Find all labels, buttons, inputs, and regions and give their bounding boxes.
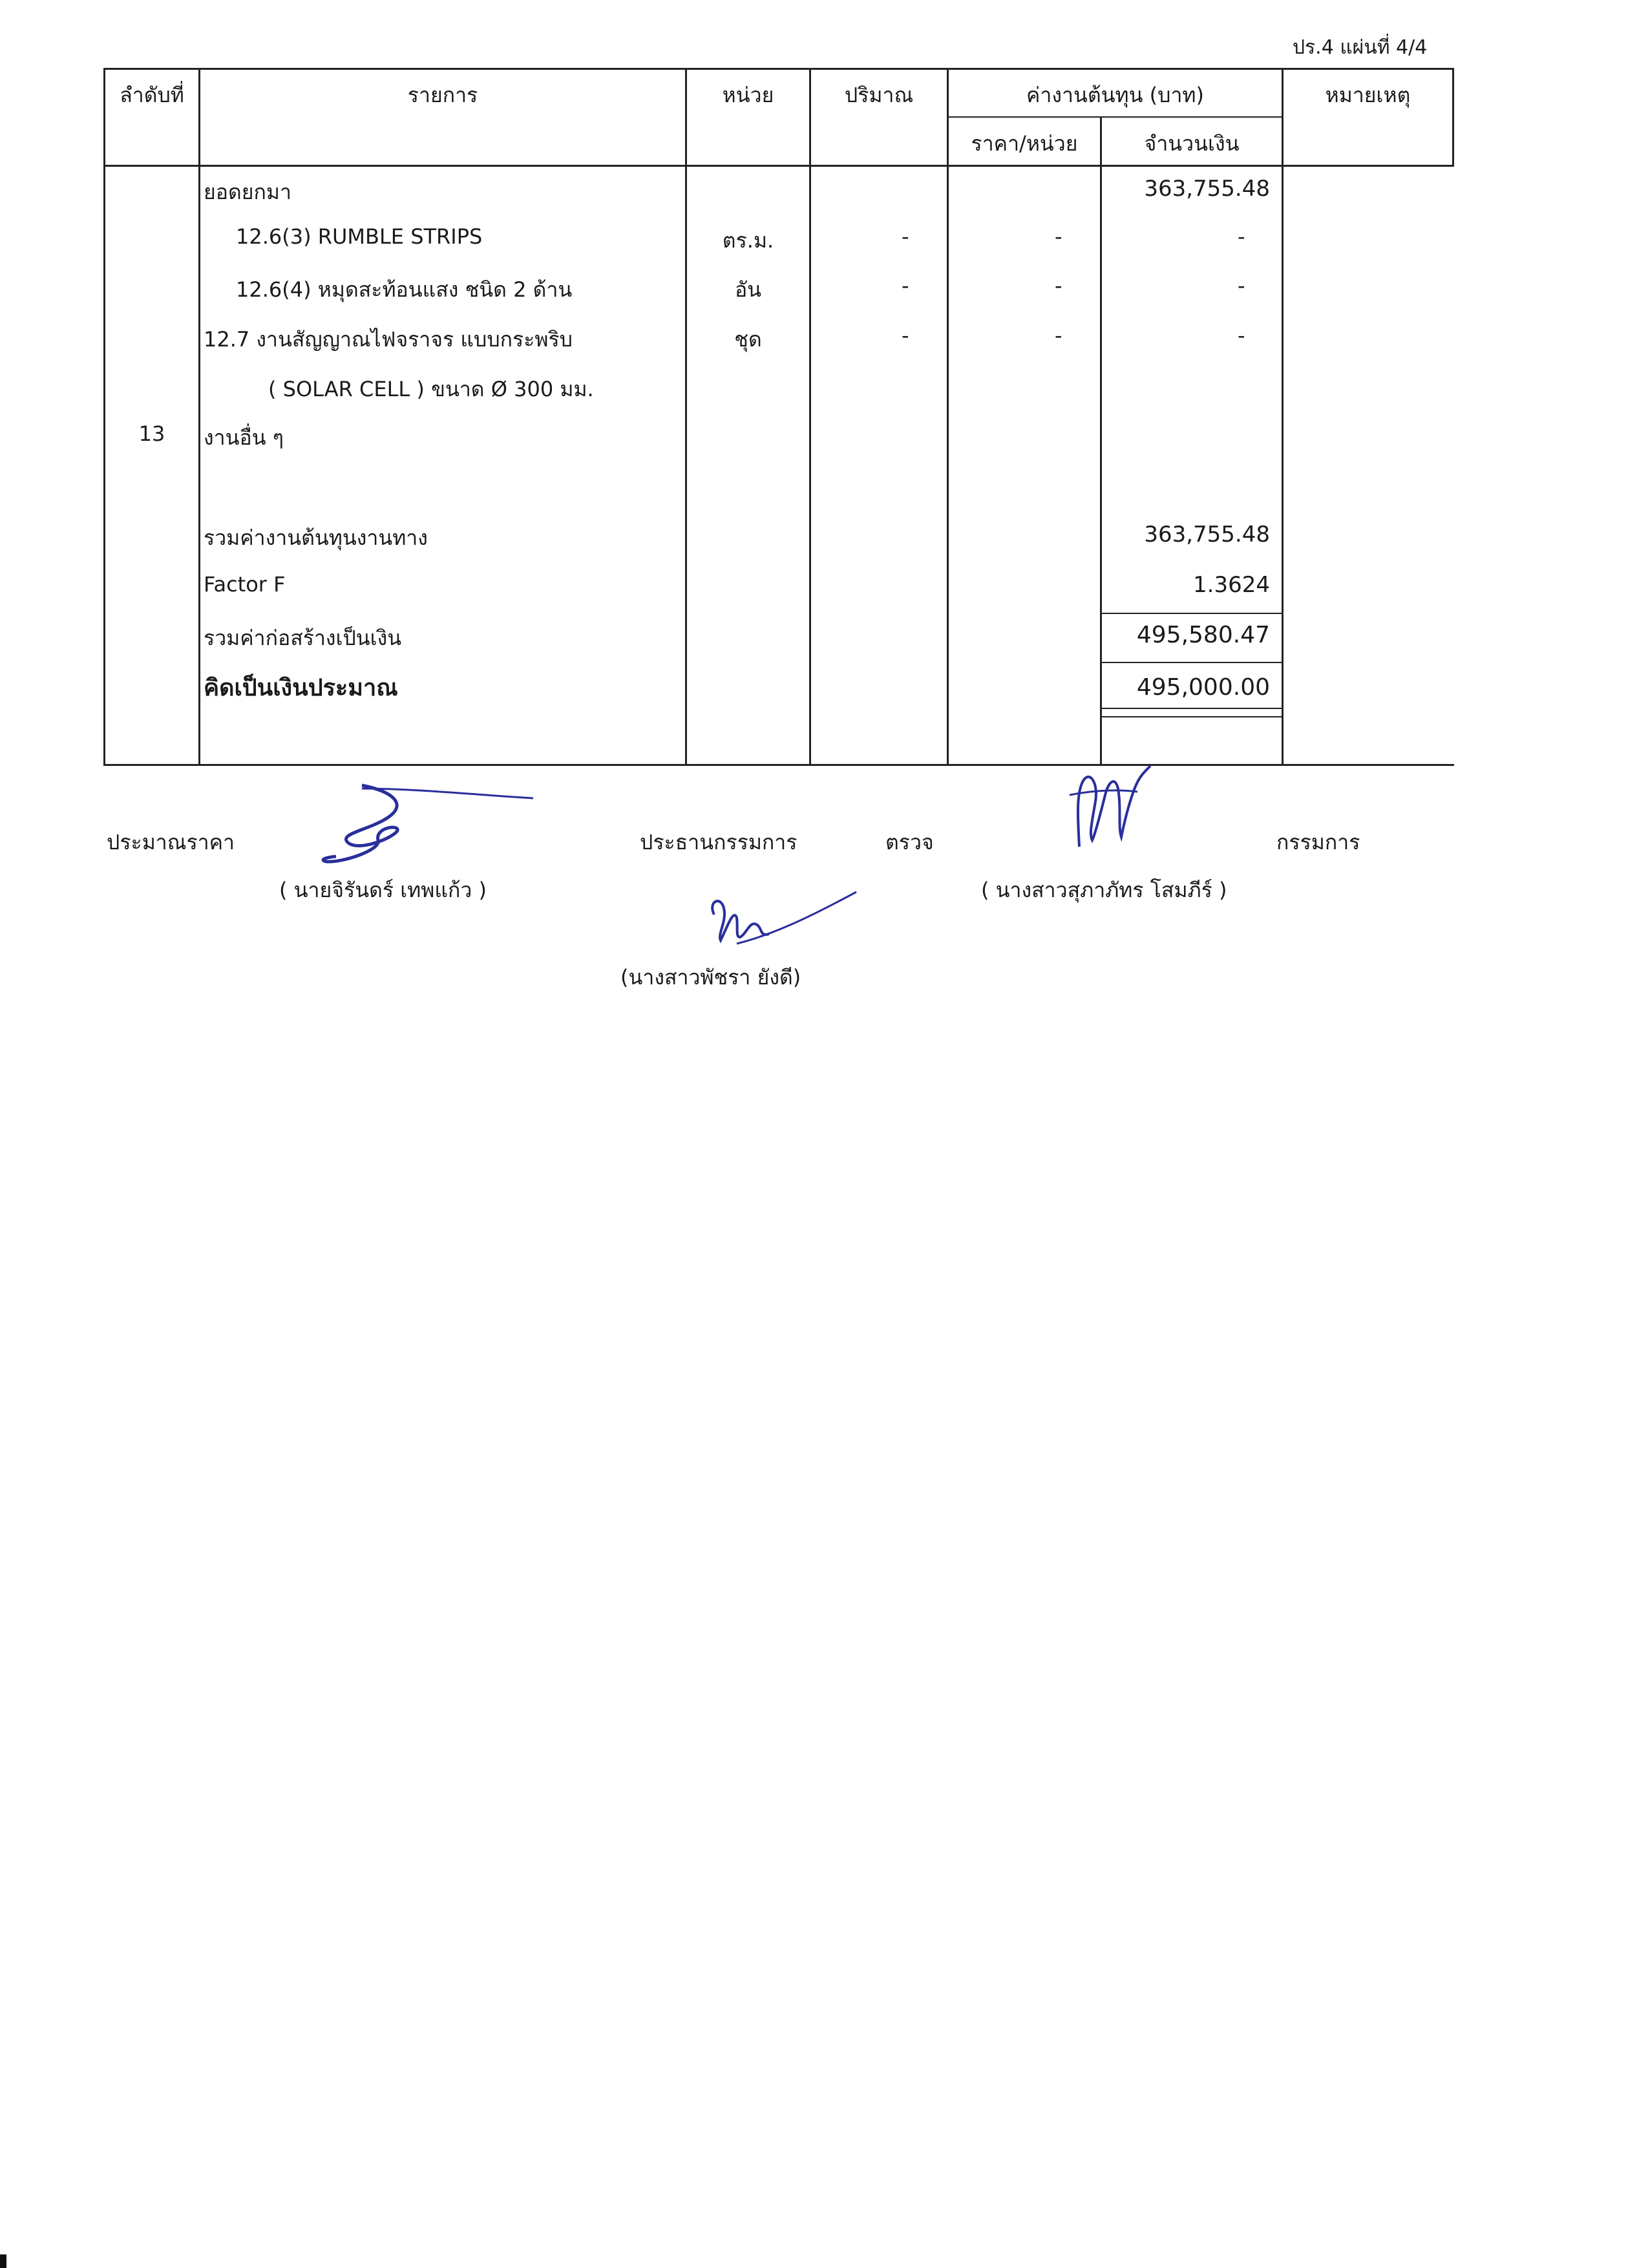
row-unit-price: - — [1055, 224, 1062, 249]
row-unit-price: - — [1055, 323, 1062, 348]
col-border — [947, 68, 949, 766]
estimator-role: ประมาณราคา — [107, 830, 235, 854]
row-amount: 363,755.48 — [1144, 176, 1270, 202]
chair-signature — [698, 882, 860, 953]
member-signature — [1060, 756, 1157, 853]
member-role: กรรมการ — [1276, 830, 1360, 854]
row-item: 12.6(4) หมุดสะท้อนแสง ชนิด 2 ด้าน — [236, 277, 573, 302]
table-bottom-border — [103, 764, 1454, 766]
row-seq: 13 — [138, 421, 165, 446]
total-amount: 1.3624 — [1193, 572, 1270, 598]
header-unit-price: ราคา/หน่วย — [971, 131, 1078, 156]
total-amount: 495,580.47 — [1136, 622, 1270, 648]
header-item: รายการ — [407, 83, 478, 107]
col-border — [1282, 68, 1284, 766]
chair-role: ประธานกรรมการ — [640, 830, 798, 854]
col-border — [809, 68, 811, 766]
header-qty: ปริมาณ — [844, 83, 914, 107]
total-double-line — [1100, 716, 1283, 717]
scan-edge-mark — [0, 2254, 6, 2268]
row-item: 12.7 งานสัญญาณไฟจราจร แบบกระพริบ — [204, 327, 573, 352]
header-cost-group: ค่างานต้นทุน (บาท) — [1026, 83, 1204, 107]
row-amount: - — [1238, 323, 1245, 348]
row-unit: ชุด — [734, 327, 762, 352]
total-amount: 363,755.48 — [1144, 522, 1270, 547]
estimator-name: ( นายจิรันดร์ เทพแก้ว ) — [279, 878, 487, 902]
row-item: 12.6(3) RUMBLE STRIPS — [236, 224, 483, 249]
total-amount: 495,000.00 — [1136, 674, 1270, 701]
row-item: ( SOLAR CELL ) ขนาด Ø 300 มม. — [268, 377, 594, 401]
total-label: รวมค่างานต้นทุนงานทาง — [204, 525, 428, 550]
header-unit: หน่วย — [722, 83, 774, 107]
chair-name: (นางสาวพัชรา ยังดี) — [620, 965, 801, 990]
row-qty: - — [902, 323, 909, 348]
row-unit-price: - — [1055, 273, 1062, 298]
col-border — [103, 68, 105, 766]
total-label: คิดเป็นเงินประมาณ — [204, 675, 398, 701]
total-box-line — [1100, 613, 1283, 614]
member-name: ( นางสาวสุภาภัทร โสมภีร์ ) — [981, 878, 1227, 902]
form-reference: ปร.4 แผ่นที่ 4/4 — [1293, 36, 1428, 59]
row-amount: - — [1238, 224, 1245, 249]
table-top-border — [103, 68, 1454, 70]
header-seq: ลำดับที่ — [120, 83, 184, 107]
row-qty: - — [902, 224, 909, 249]
col-border — [1452, 68, 1454, 165]
header-remark: หมายเหตุ — [1325, 83, 1411, 107]
row-unit: ตร.ม. — [722, 228, 774, 253]
cost-subheader-line — [947, 116, 1283, 118]
check-label: ตรวจ — [885, 830, 934, 854]
row-qty: - — [902, 273, 909, 298]
total-label: รวมค่าก่อสร้างเป็นเงิน — [204, 626, 402, 650]
row-unit: อัน — [734, 277, 762, 302]
estimator-signature — [317, 779, 536, 869]
header-bottom-border — [103, 165, 1454, 167]
row-item: งานอื่น ๆ — [204, 425, 284, 450]
total-double-line — [1100, 708, 1283, 709]
row-item: ยอดยกมา — [204, 180, 291, 204]
row-amount: - — [1238, 273, 1245, 298]
col-border — [198, 68, 200, 766]
header-amount: จำนวนเงิน — [1144, 131, 1240, 156]
total-box-line — [1100, 662, 1283, 663]
col-border — [1100, 116, 1102, 766]
col-border — [685, 68, 687, 766]
total-label: Factor F — [204, 572, 286, 597]
